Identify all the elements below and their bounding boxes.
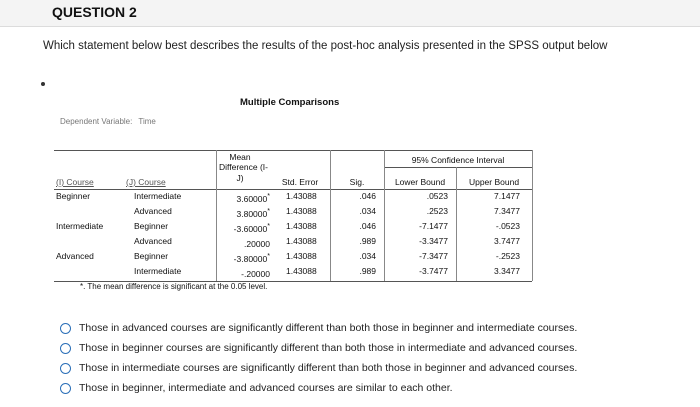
header-sig: Sig. xyxy=(349,177,365,187)
ci-header-divider xyxy=(384,167,532,168)
radio-button[interactable] xyxy=(60,363,71,374)
table-top-border xyxy=(54,150,532,151)
row-i-course: Beginner xyxy=(56,191,91,201)
header-mean-1: Mean xyxy=(229,152,251,162)
question-prompt: Which statement below best describes the results of the post-hoc analysis presented in the SPSS output below xyxy=(43,40,608,52)
col-divider-1 xyxy=(216,150,217,281)
header-ci: 95% Confidence Interval xyxy=(411,155,505,165)
answer-option-2[interactable] xyxy=(60,338,577,358)
row-mean-diff: 3.80000* xyxy=(236,207,270,219)
dependent-variable xyxy=(60,117,156,126)
row-std-error: 1.43088 xyxy=(286,251,317,261)
header-j-course: (J) Course xyxy=(126,177,166,187)
row-lower: .2523 xyxy=(426,206,448,216)
row-j-course: Beginner xyxy=(134,251,169,261)
col-divider-2 xyxy=(330,150,331,281)
header-i-course: (I) Course xyxy=(56,177,94,187)
row-std-error: 1.43088 xyxy=(286,221,317,231)
row-upper: 7.1477 xyxy=(494,191,520,201)
row-std-error: 1.43088 xyxy=(286,236,317,246)
answer-option-label: Those in beginner, intermediate and advanced courses are similar to each other. xyxy=(79,382,453,394)
question-title: QUESTION 2 xyxy=(52,4,137,20)
row-j-course: Advanced xyxy=(134,236,172,246)
header-lower-bound: Lower Bound xyxy=(394,177,446,187)
table-footnote: *. The mean difference is significant at the 0.05 level. xyxy=(80,282,268,291)
col-divider-3 xyxy=(384,150,385,281)
row-lower: -3.3477 xyxy=(419,236,448,246)
question-header xyxy=(0,0,700,27)
header-mean-2: Difference (I- xyxy=(219,162,268,172)
row-upper: 3.7477 xyxy=(494,236,520,246)
dependent-variable-label: Dependent Variable: xyxy=(60,117,133,126)
row-j-course: Beginner xyxy=(134,221,169,231)
row-mean-diff: -3.80000* xyxy=(233,252,270,264)
col-divider-4 xyxy=(456,167,457,281)
row-lower: -3.7477 xyxy=(419,266,448,276)
header-bottom-border xyxy=(54,189,532,190)
answer-option-label: Those in intermediate courses are significantly different than both those in beginner and advanced courses. xyxy=(79,362,578,374)
row-lower: -7.3477 xyxy=(419,251,448,261)
row-sig: .034 xyxy=(359,206,376,216)
bullet-dot xyxy=(41,82,45,86)
row-sig: .034 xyxy=(359,251,376,261)
row-mean-diff: -.20000 xyxy=(241,268,270,279)
answer-option-label: Those in advanced courses are significantly different than both those in beginner and intermediate courses. xyxy=(79,322,578,334)
row-mean-diff: 3.60000* xyxy=(236,192,270,204)
row-sig: .989 xyxy=(359,266,376,276)
row-sig: .046 xyxy=(359,221,376,231)
row-std-error: 1.43088 xyxy=(286,206,317,216)
table-right-border xyxy=(532,150,533,281)
header-mean-3: J) xyxy=(236,173,244,183)
row-mean-diff: .20000 xyxy=(244,238,270,249)
row-std-error: 1.43088 xyxy=(286,266,317,276)
answer-options xyxy=(60,318,577,398)
radio-button[interactable] xyxy=(60,383,71,394)
row-sig: .989 xyxy=(359,236,376,246)
row-i-course: Intermediate xyxy=(56,221,104,231)
row-lower: .0523 xyxy=(426,191,448,201)
header-std-error: Std. Error xyxy=(281,177,319,187)
radio-button[interactable] xyxy=(60,323,71,334)
row-upper: -.2523 xyxy=(495,251,520,261)
dependent-variable-value: Time xyxy=(138,117,156,126)
row-lower: -7.1477 xyxy=(419,221,448,231)
radio-button[interactable] xyxy=(60,343,71,354)
row-upper: 3.3477 xyxy=(494,266,520,276)
row-sig: .046 xyxy=(359,191,376,201)
row-mean-diff: -3.60000* xyxy=(233,222,270,234)
row-std-error: 1.43088 xyxy=(286,191,317,201)
row-j-course: Intermediate xyxy=(134,191,182,201)
answer-option-3[interactable] xyxy=(60,358,577,378)
row-j-course: Advanced xyxy=(134,206,172,216)
row-upper: 7.3477 xyxy=(494,206,520,216)
spss-table-title: Multiple Comparisons xyxy=(240,97,340,108)
row-upper: -.0523 xyxy=(495,221,520,231)
header-upper-bound: Upper Bound xyxy=(468,177,520,187)
row-i-course: Advanced xyxy=(56,251,94,261)
row-j-course: Intermediate xyxy=(134,266,182,276)
answer-option-label: Those in beginner courses are significantly different than both those in intermediate and advanced courses. xyxy=(79,342,578,354)
answer-option-4[interactable] xyxy=(60,378,577,398)
answer-option-1[interactable] xyxy=(60,318,577,338)
